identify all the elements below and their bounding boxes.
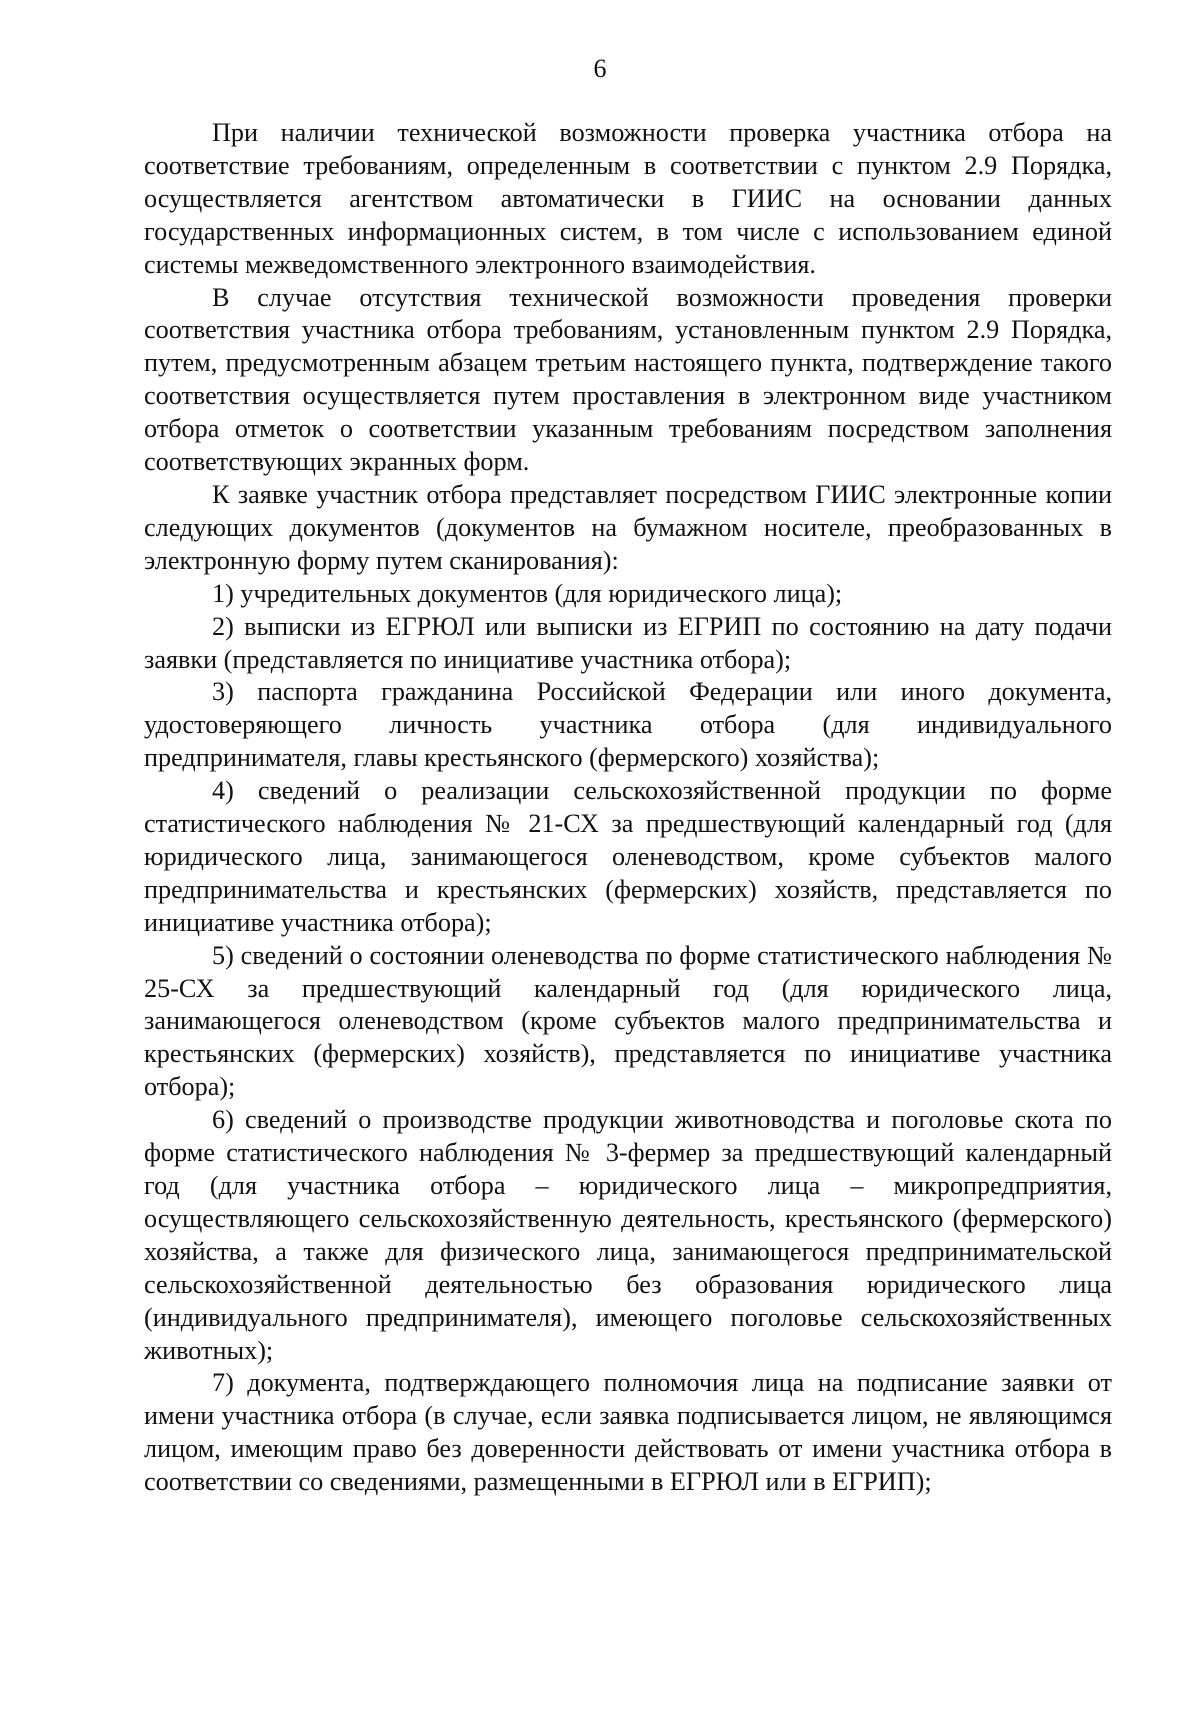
page-number: 6 (593, 54, 607, 83)
paragraph-manual-confirmation: В случае отсутствия технической возможности проведения проверки соответствия участника отбора требованиям, установленным пунктом 2.9 Порядка, путем, предусмотренным абзацем третьим настоящего пункта, подтверждение такого соответствия осуществляется путем проставления в электронном виде участником отбора отметок о соответствии указанным требованиям посредством заполнения соответствующих экранных форм. (144, 282, 1112, 477)
list-item-form-25: 5) сведений о состоянии оленеводства по форме статистического наблюдения № 25-СХ за предшествующий календарный год (для юридического лица, занимающегося оленеводством (кроме субъектов малого предпринимательства и крестьянских (фермерских) хозяйств), представляется по инициативе участника отбора); (144, 940, 1112, 1102)
list-item-form-3-farmer: 6) сведений о производстве продукции животноводства и поголовье скота по форме статистического наблюдения № 3-фермер за предшествующий календарный год (для участника отбора – юридического лица – микропредприятия, осуществляющего сельскохозяйственную деятельность, крестьянского (фермерского) хозяйства, а также для физического лица, занимающегося предпринимательской сельскохозяйственной деятельностью без образования юридического лица (индивидуального предпринимателя), имеющего поголовье сельскохозяйственных животных); (144, 1105, 1112, 1365)
list-item-form-21: 4) сведений о реализации сельскохозяйственной продукции по форме статистического наблюдения № 21-СХ за предшествующий календарный год (для юридического лица, занимающегося оленеводством, кроме субъектов малого предпринимательства и крестьянских (фермерских) хозяйств, представляется по инициативе участника отбора); (144, 776, 1112, 937)
paragraph-technical-check: При наличии технической возможности проверка участника отбора на соответствие требованиям, определенным в соответствии с пунктом 2.9 Порядка, осуществляется агентством автоматически в ГИИС на основании данных государственных информационных систем, в том числе с использованием единой системы межведомственного электронного взаимодействия. (144, 118, 1112, 279)
document-body (144, 117, 1112, 1499)
list-item-registry-extract: 2) выписки из ЕГРЮЛ или выписки из ЕГРИП по состоянию на дату подачи заявки (представляется по инициативе участника отбора); (144, 611, 1112, 674)
paragraph-documents-intro: К заявке участник отбора представляет посредством ГИИС электронные копии следующих документов (документов на бумажном носителе, преобразованных в электронную форму путем сканирования): (144, 479, 1112, 575)
list-item-passport: 3) паспорта гражданина Российской Федерации или иного документа, удостоверяющего личность участника отбора (для индивидуального предпринимателя, главы крестьянского (фермерского) хозяйства); (144, 677, 1112, 773)
list-item-founding-documents: 1) учредительных документов (для юридического лица); (212, 578, 843, 608)
list-item-authority-document: 7) документа, подтверждающего полномочия лица на подписание заявки от имени участника отбора (в случае, если заявка подписывается лицом, не являющимся лицом, имеющим право без доверенности действовать от имени участника отбора в соответствии со сведениями, размещенными в ЕГРЮЛ или в ЕГРИП); (144, 1368, 1112, 1497)
